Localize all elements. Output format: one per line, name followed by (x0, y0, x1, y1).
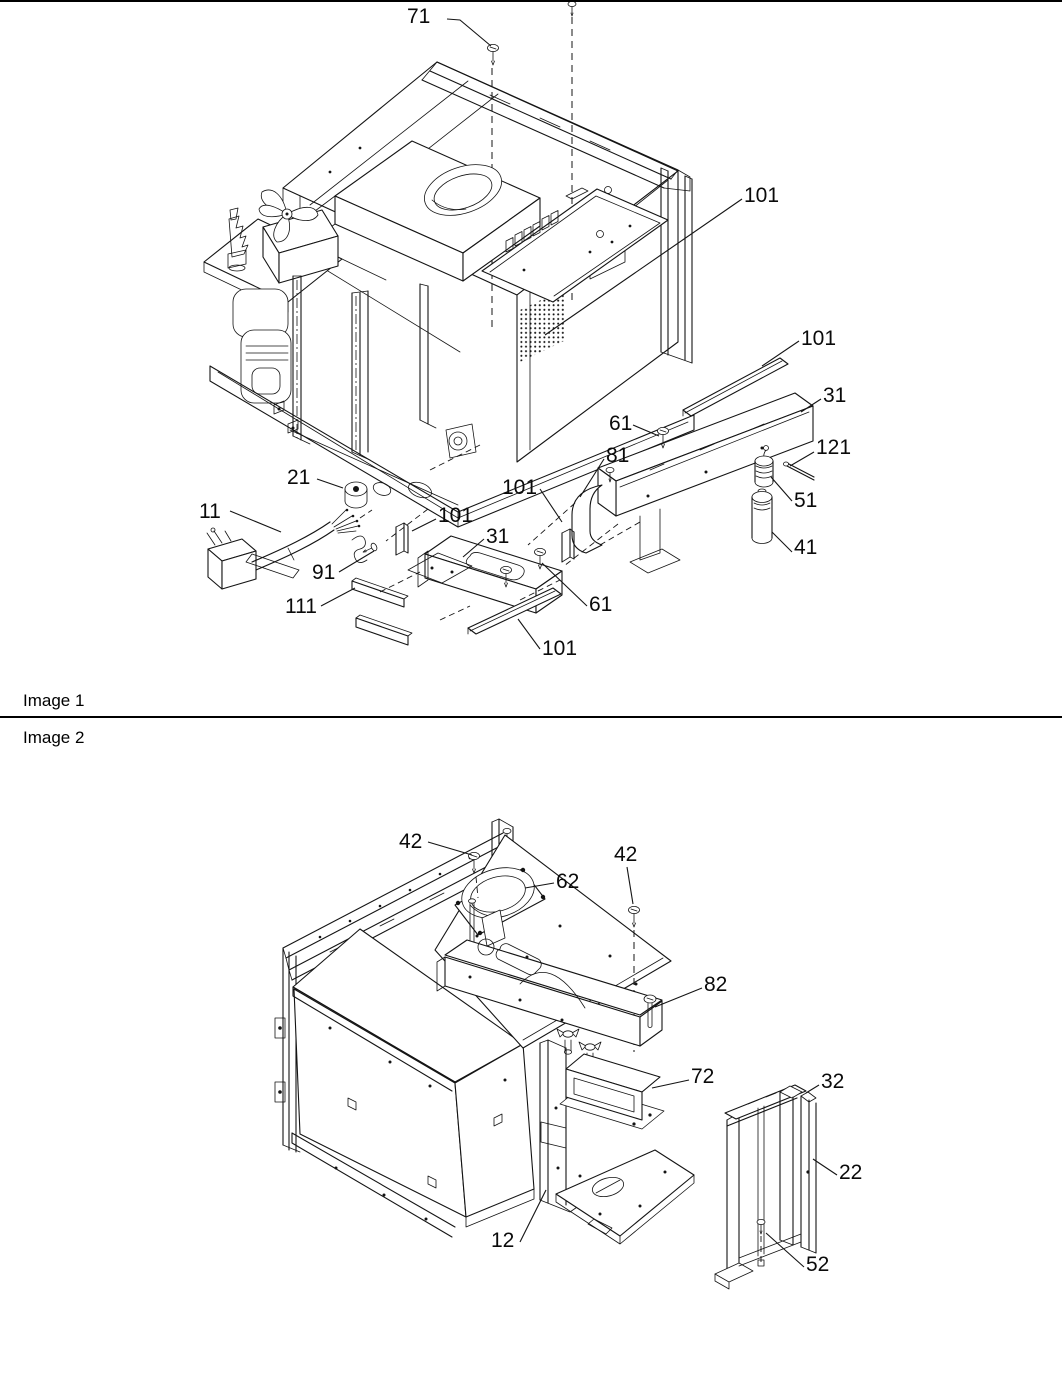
transformer (233, 289, 291, 403)
part-label-101: 101 (502, 476, 538, 499)
diagram-1 (204, 1, 814, 645)
part-label-71: 71 (407, 5, 431, 28)
part-label-81: 81 (606, 444, 630, 467)
screw-icon (629, 906, 640, 927)
cord-grommet-21 (345, 482, 367, 508)
leader-line (321, 588, 355, 606)
top-border-rule (0, 0, 1062, 2)
leader-line (627, 867, 633, 904)
leader-line (339, 551, 374, 572)
part-label-91: 91 (312, 561, 336, 584)
part-label-101: 101 (744, 184, 780, 207)
part-label-82: 82 (704, 973, 728, 996)
part-label-61: 61 (589, 593, 613, 616)
part-label-72: 72 (691, 1065, 715, 1088)
power-cord-11 (207, 509, 360, 589)
screw-icon (568, 1, 576, 16)
frame-bracket-22 (715, 1085, 816, 1289)
part-label-61: 61 (609, 412, 633, 435)
caption-image2: Image 2 (23, 728, 85, 747)
base-plate (556, 1150, 694, 1244)
leader-line (772, 532, 792, 552)
part-label-31: 31 (486, 525, 510, 548)
part-label-12: 12 (491, 1229, 515, 1252)
capacitor-41 (752, 489, 772, 544)
part-label-42: 42 (399, 830, 423, 853)
part-label-21: 21 (287, 466, 311, 489)
leader-line (520, 1190, 546, 1242)
part-label-22: 22 (839, 1161, 863, 1184)
part-label-121: 121 (816, 436, 852, 459)
leader-line (518, 619, 540, 649)
leader-line (790, 452, 814, 466)
leader-line (806, 1085, 819, 1093)
leader-line (412, 519, 436, 531)
diagram-2 (275, 819, 816, 1289)
part-label-11: 11 (199, 500, 221, 523)
door-motor (446, 424, 476, 458)
leader-line (771, 477, 792, 501)
clip-91 (352, 536, 378, 563)
part-label-111: 111 (285, 595, 317, 618)
part-label-51: 51 (794, 489, 818, 512)
section-divider-rule (0, 716, 1062, 718)
leader-line (540, 489, 562, 522)
leader-line (766, 1233, 804, 1267)
leader-line (652, 1080, 689, 1088)
strips-111 (352, 578, 412, 645)
leader-line (447, 19, 491, 46)
part-label-32: 32 (821, 1070, 845, 1093)
transformer-72 (560, 1054, 664, 1129)
leader-line (813, 1159, 837, 1175)
leader-line (655, 988, 702, 1007)
part-label-31: 31 (823, 384, 847, 407)
strip-101-left (396, 523, 408, 555)
part-label-101: 101 (801, 327, 837, 350)
part-label-41: 41 (794, 536, 818, 559)
screw-icon (488, 44, 499, 65)
screw-icon (469, 852, 480, 873)
part-label-101: 101 (438, 504, 474, 527)
leader-line (230, 511, 281, 532)
leader-line (428, 842, 472, 855)
pin-121 (784, 462, 815, 480)
support-columns (293, 276, 436, 460)
caption-image1: Image 1 (23, 691, 85, 710)
part-label-42: 42 (614, 843, 638, 866)
part-label-101: 101 (542, 637, 578, 660)
wingnut-icon (557, 1029, 579, 1054)
part-label-62: 62 (556, 870, 580, 893)
part-label-52: 52 (806, 1253, 830, 1276)
leader-line (317, 479, 343, 488)
